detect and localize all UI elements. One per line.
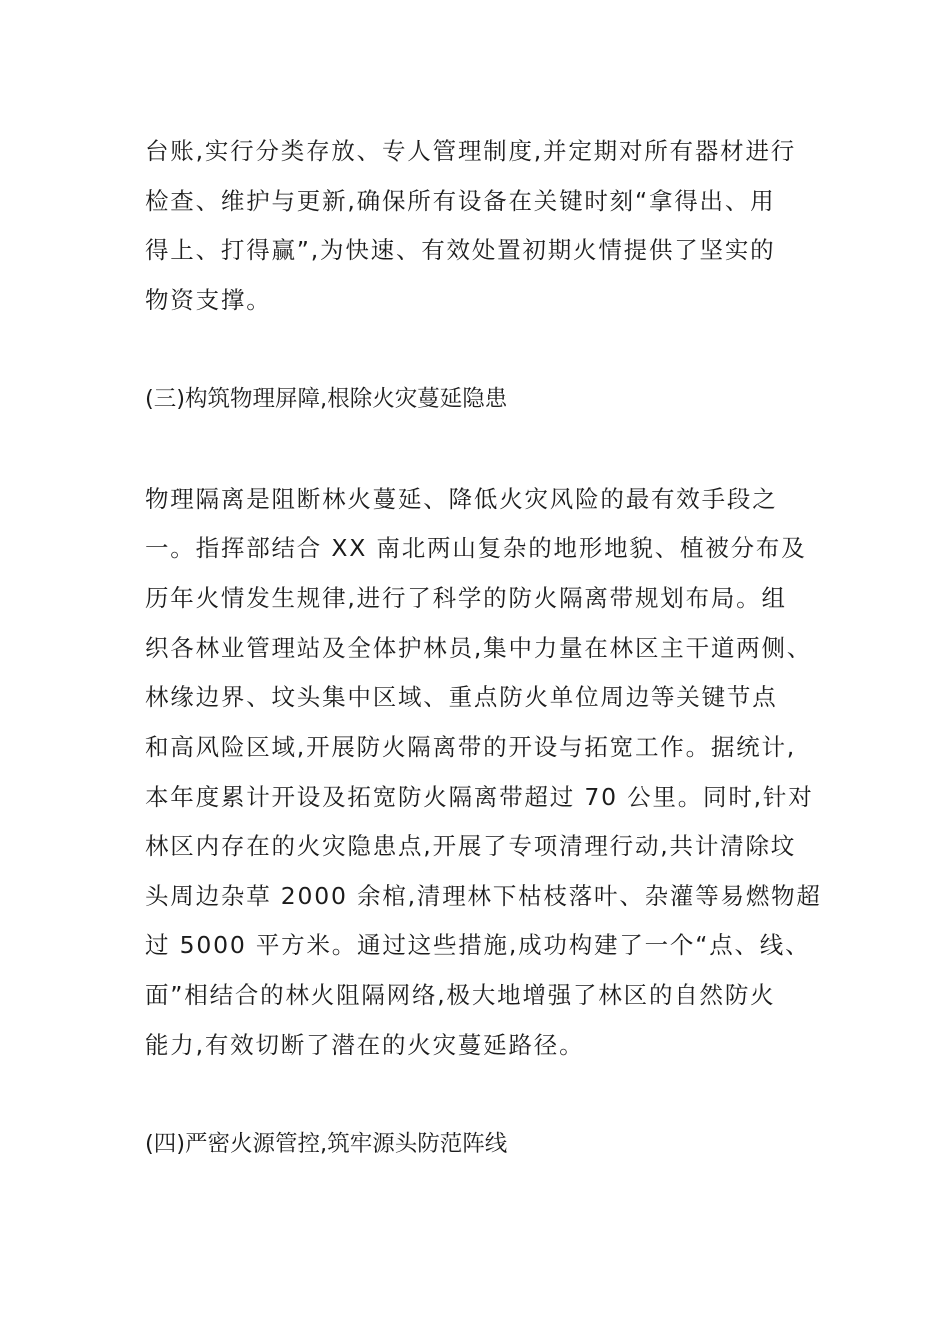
- paragraph-line: 头周边杂草 2000 余棺,清理林下枯枝落叶、杂灌等易燃物超: [145, 882, 822, 910]
- paragraph-line: 能力,有效切断了潜在的火灾蔓延路径。: [145, 1031, 585, 1059]
- paragraph-line: 检查、维护与更新,确保所有设备在关键时刻“拿得出、用: [145, 187, 776, 215]
- section-heading-4: (四)严密火源管控,筑牢源头防范阵线: [145, 1131, 508, 1157]
- paragraph-line: 本年度累计开设及拓宽防火隔离带超过 70 公里。同时,针对: [145, 783, 814, 811]
- paragraph-line: 过 5000 平方米。通过这些措施,成功构建了一个“点、线、: [145, 931, 811, 959]
- paragraph-line: 和高风险区域,开展防火隔离带的开设与拓宽工作。据统计,: [145, 733, 797, 761]
- paragraph-line: 一。指挥部结合 XX 南北两山复杂的地形地貌、植被分布及: [145, 534, 807, 562]
- paragraph-line: 林缘边界、坟头集中区域、重点防火单位周边等关键节点: [145, 683, 778, 711]
- paragraph-line: 物理隔离是阻断林火蔓延、降低火灾风险的最有效手段之: [145, 485, 778, 513]
- paragraph-line: 历年火情发生规律,进行了科学的防火隔离带规划布局。组: [145, 584, 787, 612]
- paragraph-line: 面”相结合的林火阻隔网络,极大地增强了林区的自然防火: [145, 981, 776, 1009]
- paragraph-line: 林区内存在的火灾隐患点,开展了专项清理行动,共计清除坟: [145, 832, 797, 860]
- paragraph-line: 织各林业管理站及全体护林员,集中力量在林区主干道两侧、: [145, 634, 813, 662]
- paragraph-line: 台账,实行分类存放、专人管理制度,并定期对所有器材进行: [145, 137, 797, 165]
- paragraph-line: 得上、打得赢”,为快速、有效处置初期火情提供了坚实的: [145, 236, 776, 264]
- paragraph-line: 物资支撑。: [145, 286, 272, 314]
- section-heading-3: (三)构筑物理屏障,根除火灾蔓延隐患: [145, 386, 508, 412]
